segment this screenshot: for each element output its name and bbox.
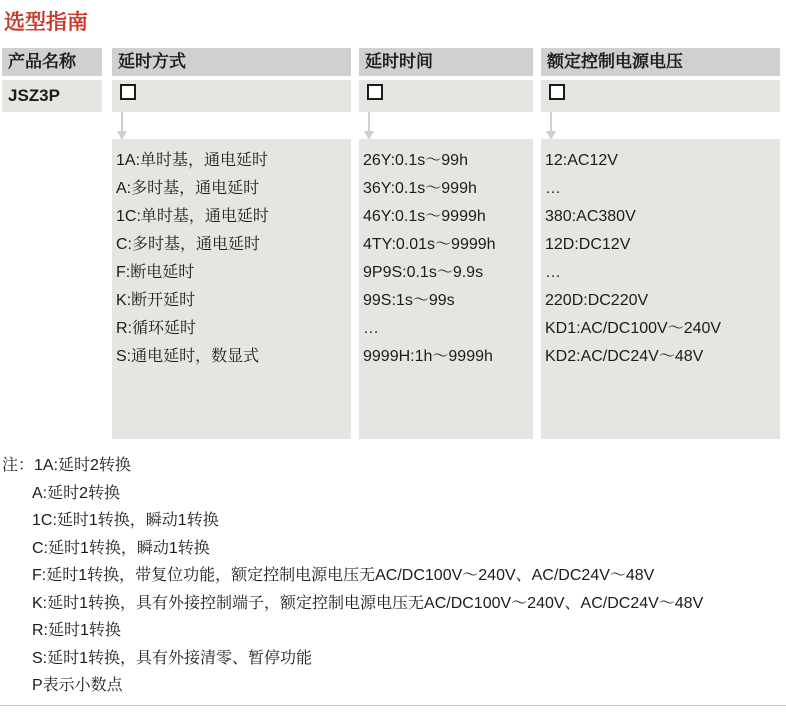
note-line: F:延时1转换，带复位功能，额定控制电源电压无AC/DC100V～240V、AC/DC24V～48V xyxy=(32,567,655,584)
rated-voltage-option: 220D:DC220V xyxy=(545,292,649,309)
header-rated-voltage: 额定控制电源电压 xyxy=(541,48,780,76)
page-title: 选型指南 xyxy=(4,11,88,34)
delay-time-option: … xyxy=(363,320,379,337)
rated-voltage-cell xyxy=(541,80,780,112)
rated-voltage-option: KD2:AC/DC24V～48V xyxy=(545,348,704,365)
delay-time-option: 46Y:0.1s～9999h xyxy=(363,208,486,225)
note-line: R:延时1转换 xyxy=(32,622,121,639)
delay-time-option: 99S:1s～99s xyxy=(363,292,455,309)
rated-voltage-option: 12D:DC12V xyxy=(545,236,631,253)
rated-voltage-option: … xyxy=(545,264,561,281)
delay-time-option: 4TY:0.01s～9999h xyxy=(363,236,496,253)
delay-time-option: 26Y:0.1s～99h xyxy=(363,152,468,169)
delay-time-options xyxy=(359,139,533,439)
notes-section xyxy=(2,452,784,700)
note-line: K:延时1转换，具有外接控制端子，额定控制电源电压无AC/DC100V～240V、AC/DC24V～48V xyxy=(32,594,704,612)
delay-mode-option: S:通电延时，数显式 xyxy=(116,348,260,365)
rated-voltage-option: KD1:AC/DC100V～240V xyxy=(545,320,722,337)
note-line: C:延时1转换，瞬动1转换 xyxy=(32,539,210,557)
rated-voltage-checkbox-icon xyxy=(549,84,565,100)
delay-mode-options xyxy=(112,139,351,439)
note-line: A:延时2转换 xyxy=(32,484,121,502)
rated-voltage-option: 12:AC12V xyxy=(545,152,618,169)
header-delay-time: 延时时间 xyxy=(359,48,533,76)
rated-voltage-option: 380:AC380V xyxy=(545,208,636,225)
rated-voltage-options xyxy=(541,139,780,439)
delay-mode-option: 1C:单时基，通电延时 xyxy=(116,208,269,225)
delay-mode-checkbox-icon xyxy=(120,84,136,100)
delay-mode-option: R:循环延时 xyxy=(116,320,197,337)
delay-mode-option: K:断开延时 xyxy=(116,292,196,309)
delay-time-cell xyxy=(359,80,533,112)
delay-time-option: 36Y:0.1s～999h xyxy=(363,180,477,197)
delay-mode-cell xyxy=(112,80,351,112)
note-line: S:延时1转换，具有外接清零、暂停功能 xyxy=(32,649,313,667)
delay-time-option: 9P9S:0.1s～9.9s xyxy=(363,264,484,281)
rated-voltage-option: … xyxy=(545,180,561,197)
delay-time-option: 9999H:1h～9999h xyxy=(363,348,493,365)
header-delay-mode: 延时方式 xyxy=(112,48,351,76)
delay-mode-option: 1A:单时基，通电延时 xyxy=(116,152,269,169)
product-name-value: JSZ3P xyxy=(2,80,102,112)
delay-mode-option: C:多时基，通电延时 xyxy=(116,236,261,253)
delay-mode-option: F:断电延时 xyxy=(116,264,195,281)
note-line: 注：1A:延时2转换 xyxy=(2,457,131,474)
delay-mode-option: A:多时基，通电延时 xyxy=(116,180,260,197)
bottom-divider xyxy=(0,705,786,706)
header-product-name: 产品名称 xyxy=(2,48,102,76)
note-line: 1C:延时1转换，瞬动1转换 xyxy=(32,512,219,529)
delay-time-checkbox-icon xyxy=(367,84,383,100)
note-line: P表示小数点 xyxy=(32,677,123,694)
